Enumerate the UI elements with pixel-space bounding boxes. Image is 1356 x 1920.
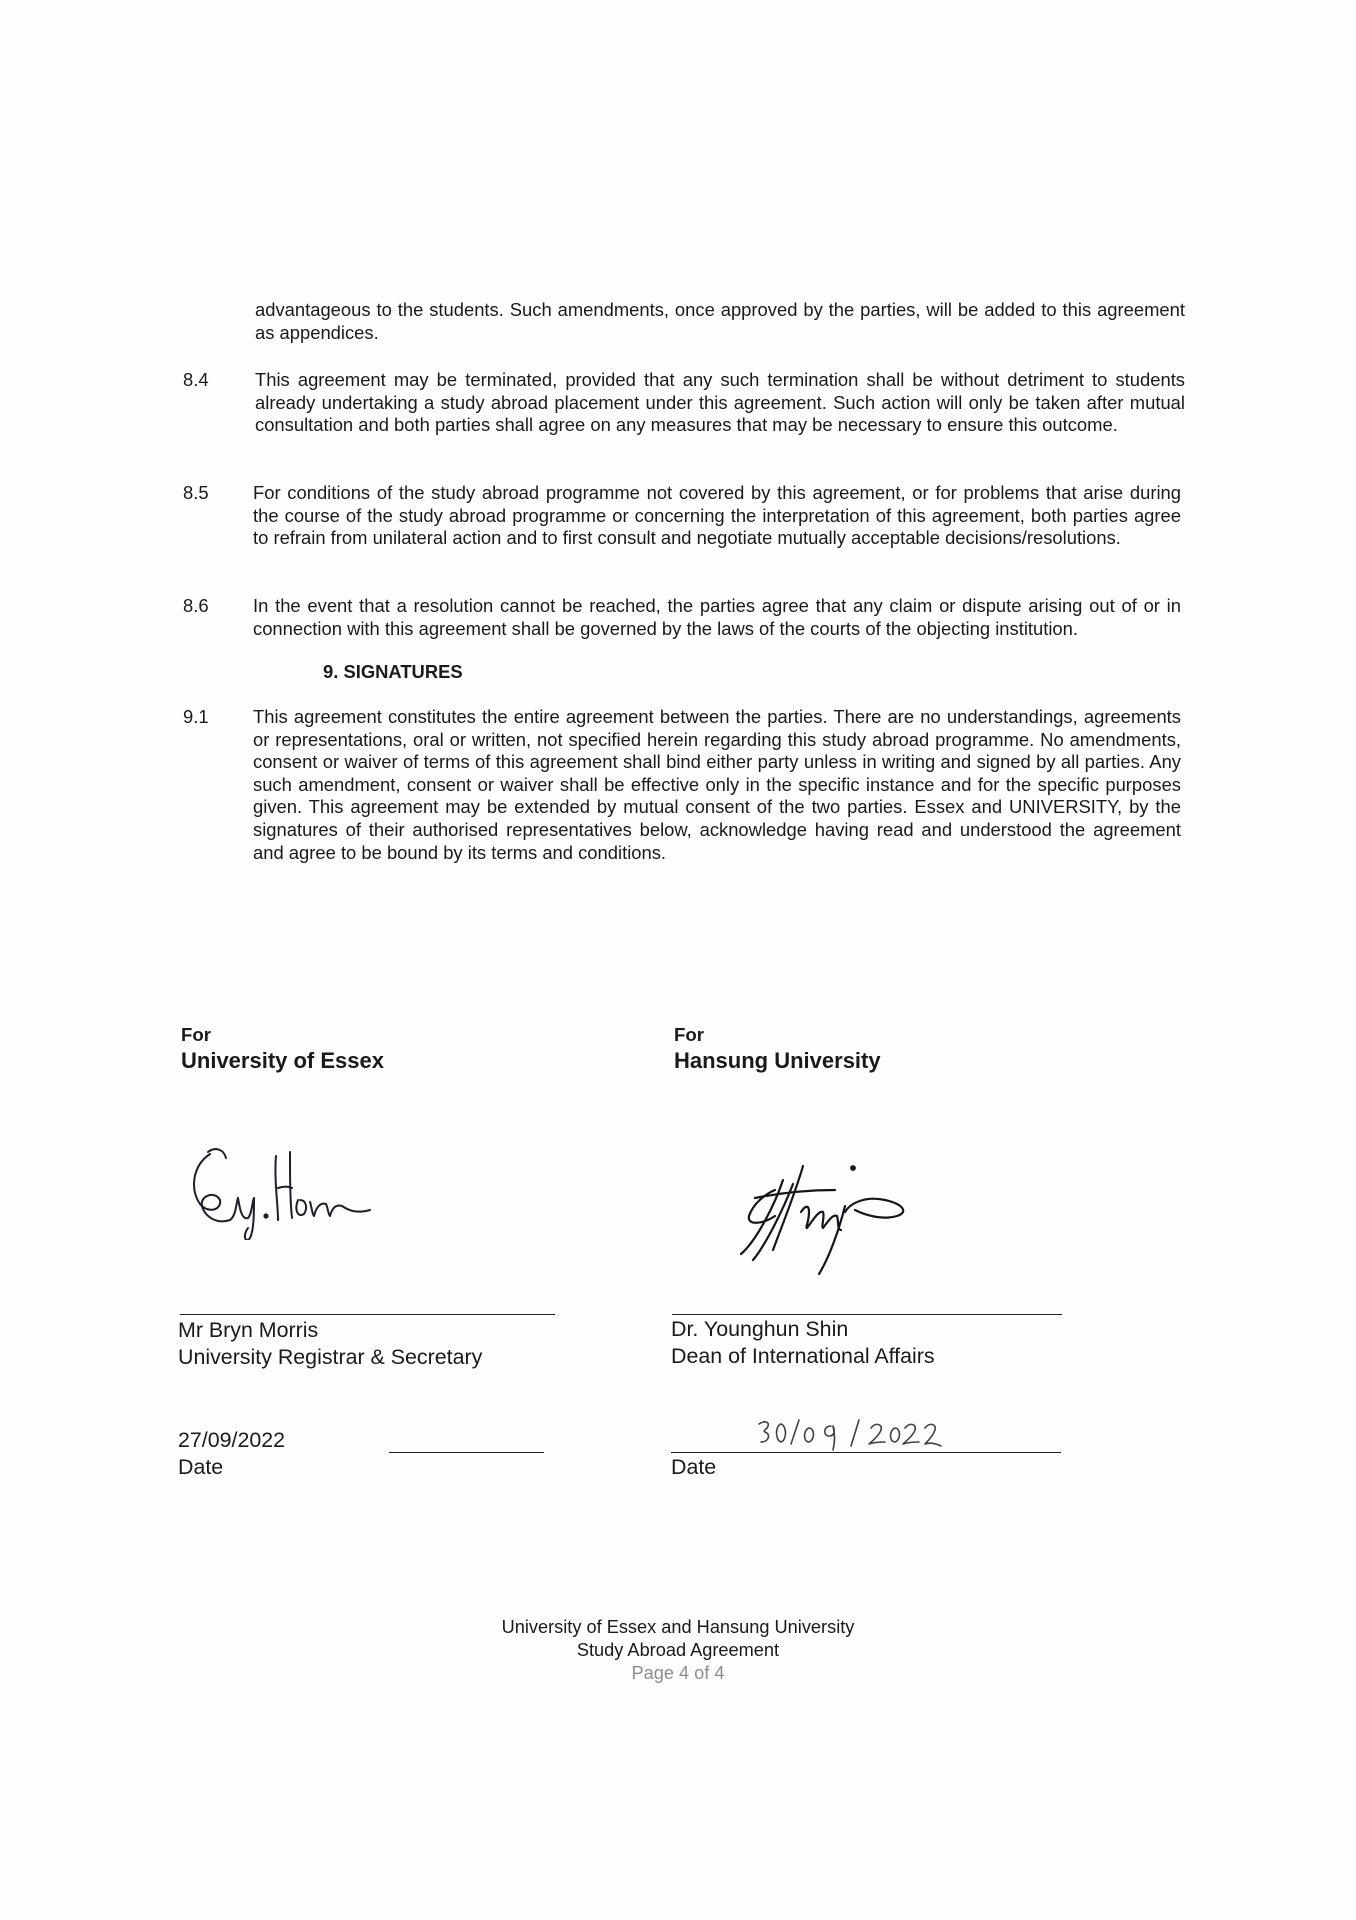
right-for-label: For bbox=[674, 1024, 704, 1045]
left-signatory-title: University Registrar & Secretary bbox=[178, 1345, 483, 1369]
footer-page-number: Page 4 of 4 bbox=[631, 1663, 725, 1683]
left-handwritten-signature bbox=[186, 1140, 396, 1240]
section-heading-signatures: 9. SIGNATURES bbox=[323, 661, 463, 682]
right-date-value bbox=[755, 1414, 945, 1454]
clause-8-6-text: In the event that a resolution cannot be reached, the parties agree that any claim or dispute arising out of or in connection with this agreement shall be governed by the laws of the courts of the objecting institution. bbox=[253, 595, 1181, 639]
footer-line-1: University of Essex and Hansung University bbox=[501, 1617, 855, 1637]
footer-page-wrapper bbox=[0, 1662, 1356, 1685]
continuation-paragraph: advantageous to the students. Such amendments, once approved by the parties, will be added to this agreement as appendices. bbox=[255, 299, 1185, 343]
clause-8-4-text: This agreement may be terminated, provided that any such termination shall be without detriment to students already undertaking a study abroad placement under this agreement. Such action will only be taken after mutual consultation and both parties shall agree on any measures that may be necessary to ensure this outcome. bbox=[255, 369, 1185, 436]
clause-8-5-number: 8.5 bbox=[183, 482, 209, 503]
footer-line-2: Study Abroad Agreement bbox=[576, 1640, 780, 1660]
left-date-line bbox=[389, 1452, 544, 1453]
left-date-label: Date bbox=[178, 1455, 224, 1479]
clause-8-6-number: 8.6 bbox=[183, 595, 209, 616]
left-date-value: 27/09/2022 bbox=[178, 1428, 286, 1452]
clause-9-1-number: 9.1 bbox=[183, 706, 209, 727]
right-signature-line bbox=[672, 1314, 1062, 1315]
clause-8-5-text: For conditions of the study abroad programme not covered by this agreement, or for problems that arise during the course of the study abroad programme or concerning the interpretation of this agreement, both parties agree to refrain from unilateral action and to first consult and negotiate mutually acceptable decisions/resolutions. bbox=[253, 482, 1181, 549]
right-signatory-name: Dr. Younghun Shin bbox=[671, 1317, 849, 1341]
clause-8-4-number: 8.4 bbox=[183, 369, 209, 390]
clause-9-1-text: This agreement constitutes the entire agreement between the parties. There are no understandings, agreements or representations, oral or written, not specified herein regarding this study abroad programme. No amendments, consent or waiver of terms of this agreement shall bind either party unless in writing and signed by all parties. Any such amendment, consent or waiver shall be effective only in the specific instance and for the specific purposes given. This agreement may be extended by mutual consent of the two parties. Essex and UNIVERSITY, by the signatures of their authorised representatives below, acknowledge having read and understood the agreement and agree to be bound by its terms and conditions. bbox=[253, 706, 1181, 863]
right-institution-name: Hansung University bbox=[674, 1048, 881, 1073]
left-for-label: For bbox=[181, 1024, 211, 1045]
right-handwritten-signature bbox=[735, 1150, 935, 1280]
right-signatory-title: Dean of International Affairs bbox=[671, 1344, 935, 1368]
right-date-line bbox=[671, 1452, 1061, 1453]
right-date-label: Date bbox=[671, 1455, 717, 1479]
left-signature-line bbox=[180, 1314, 555, 1315]
left-institution-name: University of Essex bbox=[181, 1048, 384, 1073]
left-signatory-name: Mr Bryn Morris bbox=[178, 1318, 319, 1342]
